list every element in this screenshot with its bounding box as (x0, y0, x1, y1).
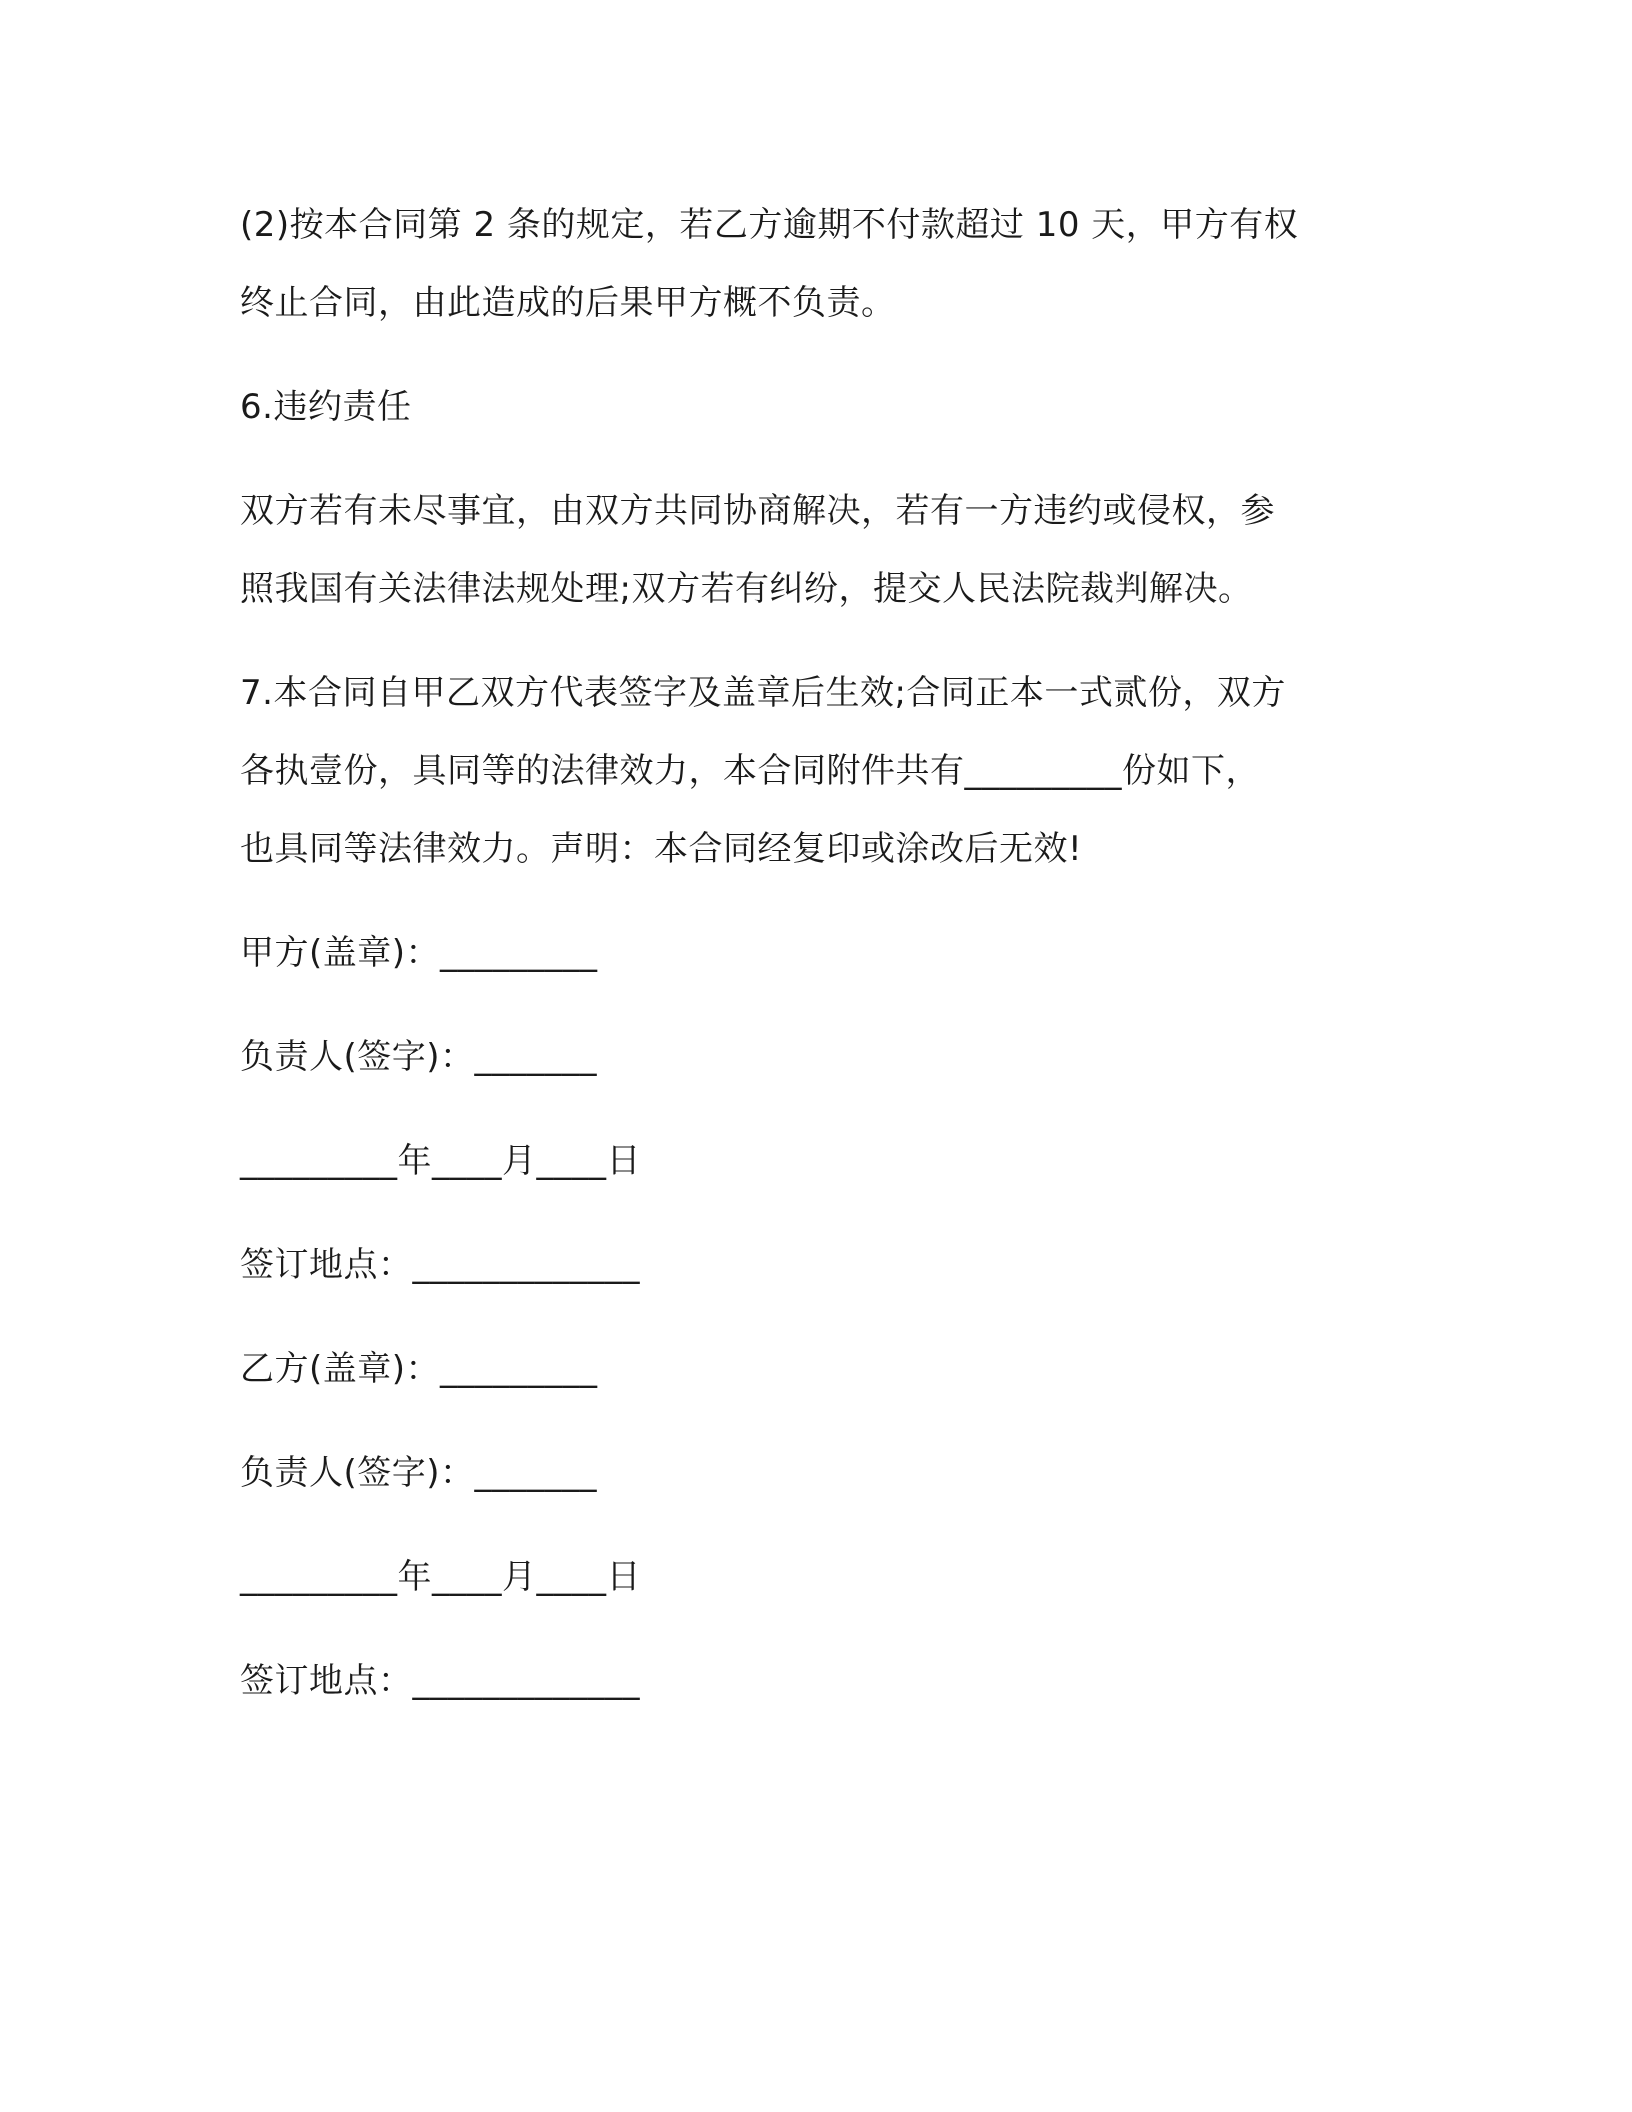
section-7-line-2-text-a: 各执壹份，具同等的法律效力，本合同附件共有 (240, 751, 965, 791)
section-7-line-1: 7.本合同自甲乙双方代表签字及盖章后生效;合同正本一式贰份，双方 (240, 673, 1286, 713)
clause-5-2-line-1: (2)按本合同第 2 条的规定，若乙方逾期不付款超过 10 天，甲方有权 (240, 205, 1299, 245)
attachment-count-blank[interactable]: _________ (964, 751, 1122, 791)
party-b-place-blank[interactable]: _____________ (412, 1661, 640, 1701)
section-6-heading-text: 6.违约责任 (240, 387, 412, 427)
section-7-line-2 (240, 732, 1360, 810)
party-b-place-label: 签订地点： (240, 1661, 413, 1701)
section-6-line-1: 双方若有未尽事宜，由双方共同协商解决，若有一方违约或侵权，参 (240, 491, 1275, 531)
party-b-month-blank[interactable]: ____ (432, 1557, 502, 1597)
party-a-month-label: 月 (502, 1141, 537, 1181)
party-b-seal-field (240, 1330, 1360, 1408)
clause-5-2 (240, 186, 1360, 342)
party-b-signer-label: 负责人(签字)： (240, 1453, 475, 1493)
party-b-signer-field (240, 1434, 1360, 1512)
party-a-signer-field (240, 1018, 1360, 1096)
party-b-seal-blank[interactable]: _________ (440, 1349, 598, 1389)
party-b-year-label: 年 (397, 1557, 432, 1597)
party-b-seal-label: 乙方(盖章)： (240, 1349, 441, 1389)
party-a-year-label: 年 (397, 1141, 432, 1181)
party-b-date-field (240, 1538, 1360, 1616)
party-a-day-label: 日 (606, 1141, 641, 1181)
section-6-line-2: 照我国有关法律法规处理;双方若有纠纷，提交人民法院裁判解决。 (240, 569, 1253, 609)
party-a-month-blank[interactable]: ____ (432, 1141, 502, 1181)
section-6-body (240, 472, 1360, 628)
party-a-signer-blank[interactable]: _______ (474, 1037, 598, 1077)
party-a-day-blank[interactable]: ____ (536, 1141, 607, 1181)
party-b-place-field (240, 1642, 1360, 1720)
party-a-year-blank[interactable]: _________ (240, 1141, 398, 1181)
party-b-year-blank[interactable]: _________ (240, 1557, 398, 1597)
document-content (240, 186, 1360, 1746)
party-b-month-label: 月 (502, 1557, 537, 1597)
party-a-place-label: 签订地点： (240, 1245, 413, 1285)
party-b-day-label: 日 (606, 1557, 641, 1597)
section-6-heading (240, 368, 1360, 446)
section-7-line-2-text-b: 份如下， (1122, 751, 1260, 791)
party-a-seal-blank[interactable]: _________ (440, 933, 598, 973)
party-a-place-blank[interactable]: _____________ (412, 1245, 640, 1285)
party-b-day-blank[interactable]: ____ (536, 1557, 607, 1597)
party-a-date-field (240, 1122, 1360, 1200)
party-a-seal-label: 甲方(盖章)： (240, 933, 441, 973)
party-a-seal-field (240, 914, 1360, 992)
clause-5-2-line-2: 终止合同，由此造成的后果甲方概不负责。 (240, 283, 896, 323)
party-a-place-field (240, 1226, 1360, 1304)
section-7-line-3: 也具同等法律效力。声明：本合同经复印或涂改后无效! (240, 829, 1083, 869)
party-a-signer-label: 负责人(签字)： (240, 1037, 475, 1077)
party-b-signer-blank[interactable]: _______ (474, 1453, 598, 1493)
section-7 (240, 654, 1360, 888)
